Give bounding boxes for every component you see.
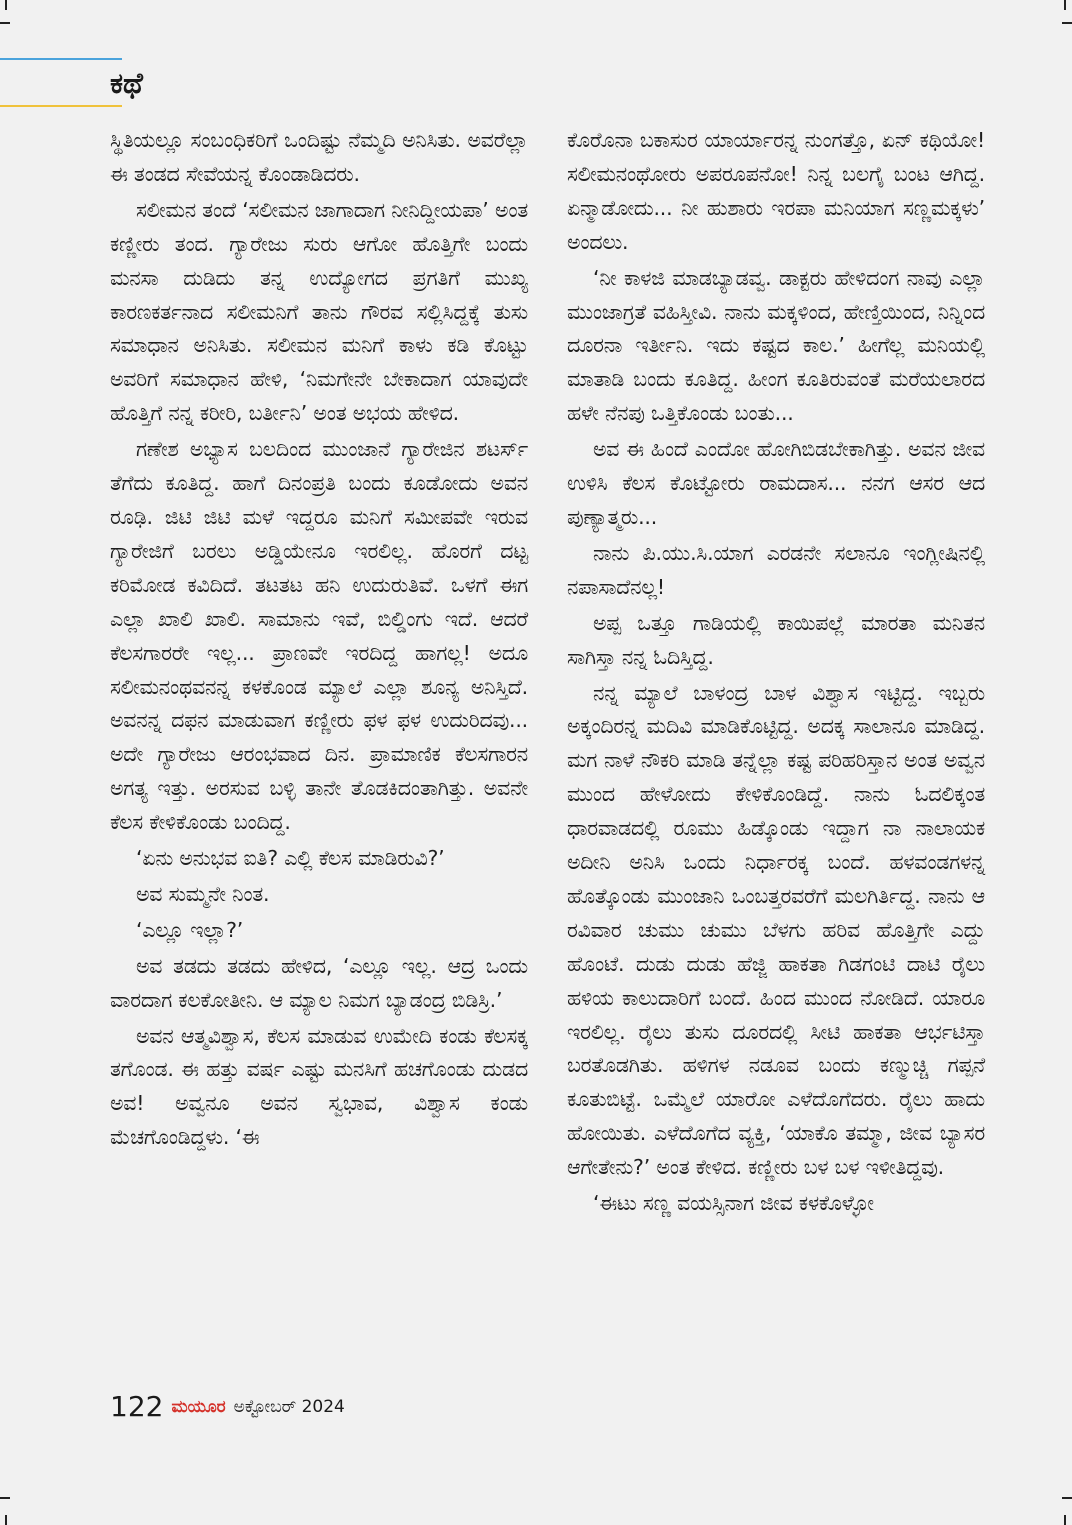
crop-mark — [0, 22, 10, 24]
crop-mark — [0, 1497, 10, 1499]
paragraph: ಅವ ಸುಮ್ಮನೇ ನಿಂತ. — [136, 881, 270, 906]
header-rule-blue — [0, 58, 122, 60]
paragraph: ‘ಈಟು ಸಣ್ಣ ವಯಸ್ಸಿನಾಗ ಜೀವ ಕಳಕೊಳ್ಳೋ — [593, 1191, 874, 1216]
paragraph: ಅಪ್ಪ ಒತ್ತೂ ಗಾಡಿಯಲ್ಲಿ ಕಾಯಿಪಲ್ಲೆ ಮಾರತಾ ಮನಿತನ ಸಾಗಿಸ್ತಾ ನನ್ನ ಓದಿಸ್ತಿದ್ದ. — [567, 610, 985, 669]
page-number: 122 — [110, 1390, 164, 1423]
magazine-logo: ಮಯೂರ — [171, 1396, 226, 1417]
paragraph: ‘ನೀ ಕಾಳಜಿ ಮಾಡಬ್ಯಾಡವ್ವ. ಡಾಕ್ಟರು ಹೇಳಿದಂಗ ನಾವು ಎಲ್ಲಾ ಮುಂಜಾಗ್ರತೆ ವಹಿಸ್ತೀವಿ. ನಾನು ಮಕ್ಕಳಿಂದ, ಹೇಣ್ತಿಯಿಂದ, ನಿನ್ನಿಂದ ದೂರನಾ ಇರ್ತೀನಿ. ಇದು ಕಷ್ಟದ ಕಾಲ.’ ಹೀಗೆಲ್ಲ ಮನಿಯಲ್ಲಿ ಮಾತಾಡಿ ಬಂದು ಕೂತಿದ್ದ. ಹೀಂಗ ಕೂತಿರುವಂತೆ ಮರೆಯಲಾರದ ಹಳೇ ನೆನಪು ಒತ್ತಿಕೊಂಡು ಬಂತು... — [567, 265, 985, 426]
section-title: ಕಥೆ — [110, 66, 143, 100]
left-column — [110, 124, 528, 1157]
page-footer — [110, 1390, 345, 1423]
paragraph: ನಾನು ಪಿ.ಯು.ಸಿ.ಯಾಗ ಎರಡನೇ ಸಲಾನೂ ಇಂಗ್ಲೀಷಿನಲ್ಲಿ ನಪಾಸಾದೆನಲ್ಲ! — [567, 540, 985, 599]
crop-mark — [5, 1515, 7, 1525]
crop-mark — [1062, 1497, 1072, 1499]
paragraph: ‘ಏನು ಅನುಭವ ಐತಿ? ಎಲ್ಲಿ ಕೆಲಸ ಮಾಡಿರುವಿ?’ — [136, 846, 445, 871]
crop-mark — [1062, 22, 1072, 24]
paragraph: ಅವನ ಆತ್ಮವಿಶ್ವಾಸ, ಕೆಲಸ ಮಾಡುವ ಉಮೇದಿ ಕಂಡು ಕೆಲಸಕ್ಕ ತಗೊಂಡ. ಈ ಹತ್ತು ವರ್ಷ ಎಷ್ಟು ಮನಸಿಗೆ ಹಚಗೊಂಡು ದುಡದ ಅವ! ಅವ್ವನೂ ಅವನ ಸ್ವಭಾವ, ವಿಶ್ವಾಸ ಕಂಡು ಮೆಚಗೊಂಡಿದ್ದಳು. ‘ಈ — [110, 1023, 528, 1150]
crop-mark — [5, 0, 7, 10]
paragraph: ಸ್ಥಿತಿಯಲ್ಲೂ ಸಂಬಂಧಿಕರಿಗೆ ಒಂದಿಷ್ಟು ನೆಮ್ಮದಿ ಅನಿಸಿತು. ಅವರೆಲ್ಲಾ ಈ ತಂಡದ ಸೇವೆಯನ್ನ ಕೊಂಡಾಡಿದರು. — [110, 128, 528, 186]
paragraph: ‘ಎಲ್ಲೂ ಇಲ್ಲಾ?’ — [136, 917, 244, 942]
paragraph: ಸಲೀಮನ ತಂದೆ ‘ಸಲೀಮನ ಜಾಗಾದಾಗ ನೀನಿದ್ದೀಯಪಾ’ ಅಂತ ಕಣ್ಣೀರು ತಂದ. ಗ್ಯಾರೇಜು ಸುರು ಆಗೋ ಹೊತ್ತಿಗೇ ಬಂದು ಮನಸಾ ದುಡಿದು ತನ್ನ ಉದ್ಯೋಗದ ಪ್ರಗತಿಗೆ ಮುಖ್ಯ ಕಾರಣಕರ್ತನಾದ ಸಲೀಮನಿಗೆ ತಾನು ಗೌರವ ಸಲ್ಲಿಸಿದ್ದಕ್ಕೆ ತುಸು ಸಮಾಧಾನ ಅನಿಸಿತು. ಸಲೀಮನ ಮನಿಗೆ ಕಾಳು ಕಡಿ ಕೊಟ್ಟು ಅವರಿಗೆ ಸಮಾಧಾನ ಹೇಳಿ, ‘ನಿಮಗೇನೇ ಬೇಕಾದಾಗ ಯಾವುದೇ ಹೊತ್ತಿಗೆ ನನ್ನ ಕರೀರಿ, ಬರ್ತೀನಿ’ ಅಂತ ಅಭಯ ಹೇಳಿದ. — [110, 197, 528, 426]
paragraph: ಗಣೇಶ ಅಭ್ಯಾಸ ಬಲದಿಂದ ಮುಂಜಾನೆ ಗ್ಯಾರೇಜಿನ ಶಟರ್ಸ್ ತೆಗೆದು ಕೂತಿದ್ದ. ಹಾಗೆ ದಿನಂಪ್ರತಿ ಬಂದು ಕೂಡೋದು ಅವನ ರೂಢಿ. ಜಿಟಿ ಜಿಟಿ ಮಳೆ ಇದ್ದರೂ ಮನಿಗೆ ಸಮೀಪವೇ ಇರುವ ಗ್ಯಾರೇಜಿಗೆ ಬರಲು ಅಡ್ಡಿಯೇನೂ ಇರಲಿಲ್ಲ. ಹೊರಗೆ ದಟ್ಟ ಕರಿಮೋಡ ಕವಿದಿದೆ. ತಟತಟ ಹನಿ ಉದುರುತಿವೆ. ಒಳಗೆ ಈಗ ಎಲ್ಲಾ ಖಾಲಿ ಖಾಲಿ. ಸಾಮಾನು ಇವೆ, ಬಿಲ್ಡಿಂಗು ಇದೆ. ಆದರೆ ಕೆಲಸಗಾರರೇ ಇಲ್ಲ... ಪ್ರಾಣವೇ ಇರದಿದ್ದ ಹಾಗಲ್ಲ! ಅದೂ ಸಲೀಮನಂಥವನನ್ನ ಕಳಕೊಂಡ ಮ್ಯಾಲೆ ಎಲ್ಲಾ ಶೂನ್ಯ ಅನಿಸ್ತಿದೆ. ಅವನನ್ನ ದಫನ ಮಾಡುವಾಗ ಕಣ್ಣೀರು ಫಳ ಫಳ ಉದುರಿದವು... ಅದೇ ಗ್ಯಾರೇಜು ಆರಂಭವಾದ ದಿನ. ಪ್ರಾಮಾಣಿಕ ಕೆಲಸಗಾರನ ಅಗತ್ಯ ಇತ್ತು. ಅರಸುವ ಬಳ್ಳಿ ತಾನೇ ತೊಡಕಿದಂತಾಗಿತ್ತು. ಅವನೇ ಕೆಲಸ ಕೇಳಿಕೊಂಡು ಬಂದಿದ್ದ. — [110, 437, 528, 835]
header-rule-yellow — [0, 105, 122, 107]
right-column — [567, 124, 985, 1223]
paragraph: ಅವ ತಡದು ತಡದು ಹೇಳಿದ, ‘ಎಲ್ಲೂ ಇಲ್ಲ. ಆದ್ರ ಒಂದು ವಾರದಾಗ ಕಲಕೋತೀನಿ. ಆ ಮ್ಯಾಲ ನಿಮಗ ಬ್ಯಾಡಂದ್ರ ಬಿಡಿಸ್ರಿ.’ — [110, 953, 528, 1012]
issue-date: ಅಕ್ಟೋಬರ್ 2024 — [233, 1396, 345, 1417]
crop-mark — [1064, 1515, 1066, 1525]
crop-mark — [1064, 0, 1066, 10]
paragraph: ಕೊರೊನಾ ಬಕಾಸುರ ಯಾರ್ಯಾರನ್ನ ನುಂಗತ್ತೊ, ಏನ್ ಕಥಿಯೋ! ಸಲೀಮನಂಥೋರು ಅಪರೂಪನೋ! ನಿನ್ನ ಬಲಗೈ ಬಂಟ ಆಗಿದ್ದ. ಏನ್ಮಾಡೋದು... ನೀ ಹುಶಾರು ಇರಪಾ ಮನಿಯಾಗ ಸಣ್ಣಮಕ್ಕಳು’ ಅಂದಲು. — [567, 128, 985, 254]
paragraph: ಅವ ಈ ಹಿಂದೆ ಎಂದೋ ಹೋಗಿಬಿಡಬೇಕಾಗಿತ್ತು. ಅವನ ಜೀವ ಉಳಿಸಿ ಕೆಲಸ ಕೊಟ್ಟೋರು ರಾಮದಾಸ... ನನಗ ಆಸರ ಆದ ಪುಣ್ಯಾತ್ಮರು... — [567, 437, 985, 529]
paragraph: ನನ್ನ ಮ್ಯಾಲೆ ಬಾಳಂದ್ರ ಬಾಳ ವಿಶ್ವಾಸ ಇಟ್ಟಿದ್ದ. ಇಬ್ಬರು ಅಕ್ಕಂದಿರನ್ನ ಮದಿವಿ ಮಾಡಿಕೊಟ್ಟಿದ್ದ. ಅದಕ್ಕ ಸಾಲಾನೂ ಮಾಡಿದ್ದ. ಮಗ ನಾಳೆ ನೌಕರಿ ಮಾಡಿ ತನ್ನೆಲ್ಲಾ ಕಷ್ಟ ಪರಿಹರಿಸ್ತಾನ ಅಂತ ಅವ್ವನ ಮುಂದ ಹೇಳೋದು ಕೇಳಿಕೊಂಡಿದ್ದೆ. ನಾನು ಓದಲಿಕ್ಕಂತ ಧಾರವಾಡದಲ್ಲಿ ರೂಮು ಹಿಡ್ಕೊಂಡು ಇದ್ದಾಗ ನಾ ನಾಲಾಯಕ ಅದೀನಿ ಅನಿಸಿ ಒಂದು ನಿರ್ಧಾರಕ್ಕ ಬಂದೆ. ಹಳವಂಡಗಳನ್ನ ಹೊತ್ಕೊಂಡು ಮುಂಜಾನಿ ಒಂಬತ್ತರವರೆಗೆ ಮಲಗಿರ್ತಿದ್ದ. ನಾನು ಆ ರವಿವಾರ ಚುಮು ಚುಮು ಬೆಳಗು ಹರಿವ ಹೊತ್ತಿಗೇ ಎದ್ದು ಹೊಂಟೆ. ದುಡು ದುಡು ಹೆಜ್ಜಿ ಹಾಕತಾ ಗಿಡಗಂಟಿ ದಾಟಿ ರೈಲು ಹಳಿಯ ಕಾಲುದಾರಿಗೆ ಬಂದೆ. ಹಿಂದ ಮುಂದ ನೋಡಿದೆ. ಯಾರೂ ಇರಲಿಲ್ಲ. ರೈಲು ತುಸು ದೂರದಲ್ಲಿ ಸೀಟಿ ಹಾಕತಾ ಆರ್ಭಟಿಸ್ತಾ ಬರತೊಡಗಿತು. ಹಳಿಗಳ ನಡೂವ ಬಂದು ಕಣ್ಮುಚ್ಚಿ ಗಪ್ಪನೆ ಕೂತುಬಿಟ್ಟೆ. ಒಮ್ಮೆಲೆ ಯಾರೋ ಎಳೆದೊಗೆದರು. ರೈಲು ಹಾದು ಹೋಯಿತು. ಎಳೆದೊಗೆದ ವ್ಯಕ್ತಿ, ‘ಯಾಕೊ ತಮ್ಮಾ, ಜೀವ ಬ್ಯಾಸರ ಆಗೇತೇನು?’ ಅಂತ ಕೇಳಿದ. ಕಣ್ಣೀರು ಬಳ ಬಳ ಇಳೀತಿದ್ದವು. — [567, 680, 985, 1180]
